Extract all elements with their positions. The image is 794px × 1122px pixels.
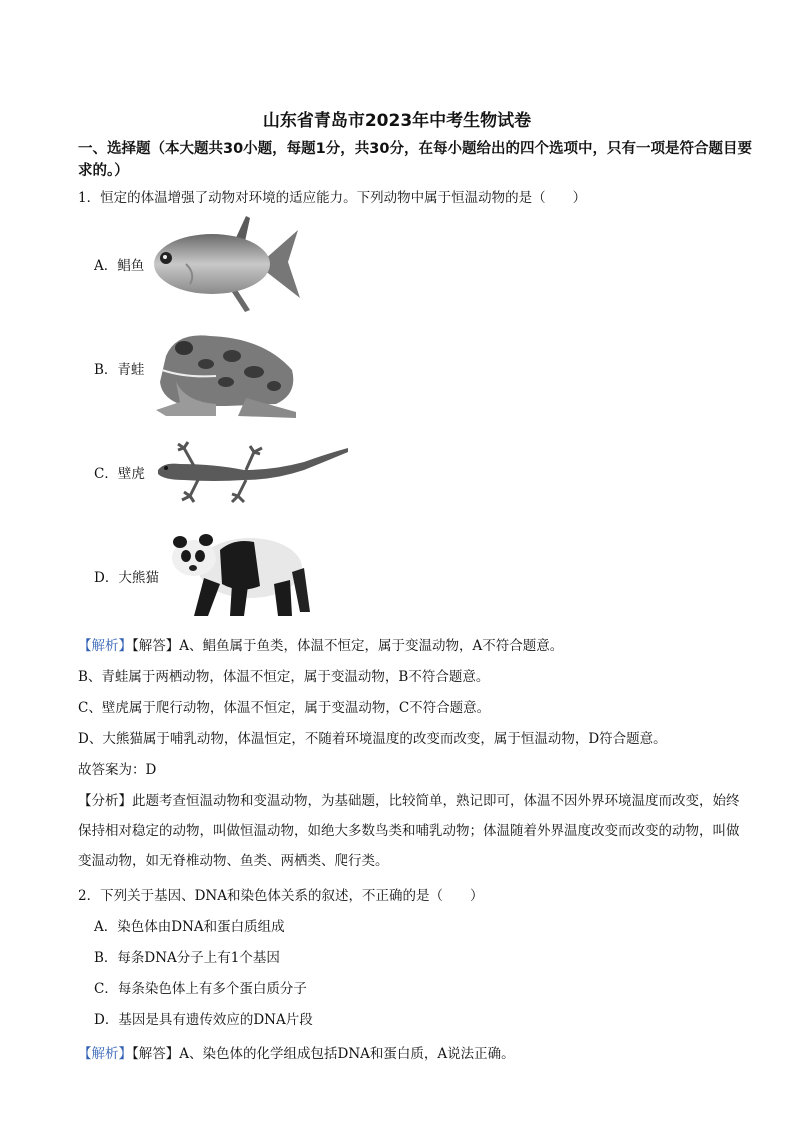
option-c-label: C．壁虎 xyxy=(94,466,145,482)
question-2-stem: 2．下列关于基因、DNA和染色体关系的叙述，不正确的是（ ） xyxy=(78,888,484,904)
q1-analysis-line-a xyxy=(78,634,563,654)
q1-answer-line: 故答案为：D xyxy=(78,762,157,778)
q1-fenxi-text: 此题考查恒温动物和变温动物，为基础题，比较简单，熟记即可，体温不因外界环境温度而改变，始终保持相对稳定的动物，叫做恒温动物，如绝大多数鸟类和哺乳动物；体温随着外界温度改变而改变的动物，叫做变温动物，如无脊椎动物、鱼类、两栖类、爬行类。 xyxy=(78,793,740,869)
fish-image xyxy=(146,212,302,314)
gecko-image xyxy=(154,440,350,506)
option-d-label: D．大熊猫 xyxy=(94,570,159,586)
frog-image xyxy=(146,326,300,418)
analysis-tag-q2: 【解析】 xyxy=(78,1046,132,1062)
q1-fenxi-paragraph xyxy=(78,786,750,876)
q2-option-a: A．染色体由DNA和蛋白质组成 xyxy=(94,919,285,935)
question-1-stem: 1．恒定的体温增强了动物对环境的适应能力。下列动物中属于恒温动物的是（ ） xyxy=(78,190,587,206)
q1-analysis-line-d: D、大熊猫属于哺乳动物，体温恒定，不随着环境温度的改变而改变，属于恒温动物，D符合题意。 xyxy=(78,731,667,747)
q1-analysis-text-a: A、鲳鱼属于鱼类，体温不恒定，属于变温动物，A不符合题意。 xyxy=(179,638,564,654)
q2-analysis-text-a: A、染色体的化学组成包括DNA和蛋白质，A说法正确。 xyxy=(179,1046,515,1062)
option-b-label: B．青蛙 xyxy=(94,362,145,378)
analysis-tag: 【解析】 xyxy=(78,638,132,654)
q1-analysis-line-b: B、青蛙属于两栖动物，体温不恒定，属于变温动物，B不符合题意。 xyxy=(78,669,490,685)
q2-option-b: B．每条DNA分子上有1个基因 xyxy=(94,950,280,966)
answer-tag: 【解答】 xyxy=(132,638,180,654)
panda-image xyxy=(164,528,310,620)
fenxi-tag: 【分析】 xyxy=(78,793,132,809)
answer-tag-q2: 【解答】 xyxy=(132,1046,180,1062)
q2-analysis-line-a xyxy=(78,1042,515,1062)
section-header: 一、选择题（本大题共30小题，每题1分，共30分，在每小题给出的四个选项中，只有一项是符合题目要求的。） xyxy=(78,141,752,179)
option-a-label: A．鲳鱼 xyxy=(94,258,145,274)
q2-option-d: D．基因是具有遗传效应的DNA片段 xyxy=(94,1012,313,1028)
q2-option-c: C．每条染色体上有多个蛋白质分子 xyxy=(94,981,307,997)
page-title: 山东省青岛市2023年中考生物试卷 xyxy=(262,111,532,131)
q1-analysis-line-c: C、壁虎属于爬行动物，体温不恒定，属于变温动物，C不符合题意。 xyxy=(78,700,491,716)
